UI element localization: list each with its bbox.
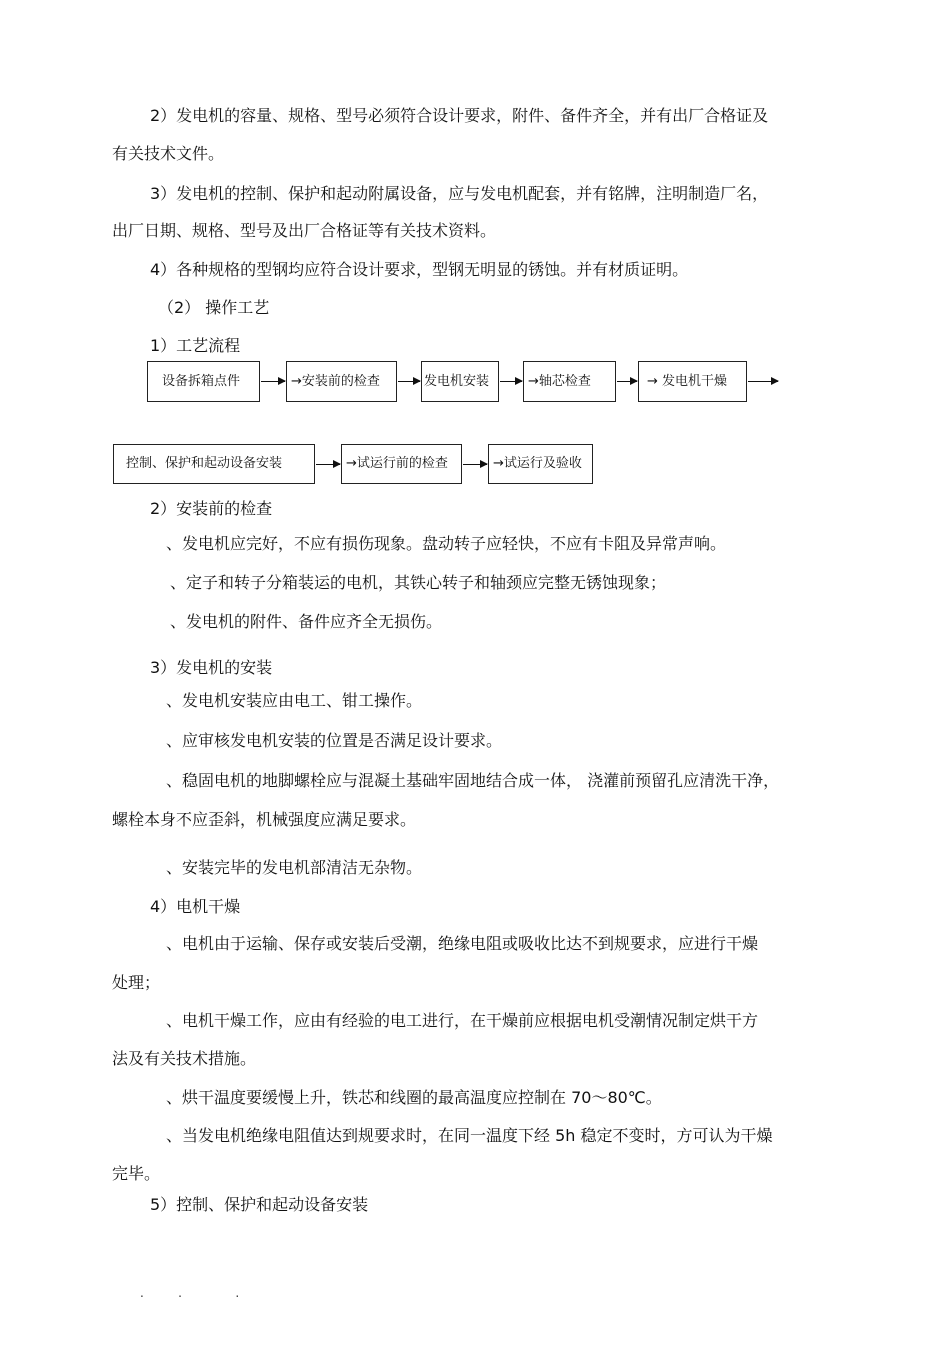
list-item: 、安装完毕的发电机部清洁无杂物。: [166, 858, 423, 877]
flow-arrow: [748, 381, 778, 382]
list-item: 、定子和转子分箱装运的电机，其铁心转子和轴颈应完整无锈蚀现象；: [170, 573, 667, 592]
flow-arrow: [261, 381, 285, 382]
list-item: 、稳固电机的地脚螺栓应与混凝土基础牢固地结合成一体， 浇灌前预留孔应清洗干净，: [166, 771, 780, 790]
section-heading: 4）电机干燥: [150, 897, 241, 916]
section-heading: 1）工艺流程: [150, 336, 241, 355]
flow-arrow: [398, 381, 420, 382]
flow-box-pre-install-check: →安装前的检查: [286, 361, 397, 402]
list-item: 、发电机的附件、备件应齐全无损伤。: [170, 612, 443, 631]
flow-box-generator-install: 发电机安装: [421, 361, 499, 402]
list-item: 处理；: [112, 973, 161, 992]
list-item: 、电机干燥工作，应由有经验的电工进行，在干燥前应根据电机受潮情况制定烘干方: [166, 1011, 759, 1030]
flow-box-trial-run-acceptance: →试运行及验收: [488, 444, 593, 484]
list-item: 、应审核发电机安装的位置是否满足设计要求。: [166, 731, 503, 750]
footer-dots: . . .: [140, 1286, 240, 1300]
list-item: 、发电机安装应由电工、钳工操作。: [166, 691, 423, 710]
flow-box-control-install: 控制、保护和起动设备安装: [113, 444, 315, 484]
paragraph-line: 有关技术文件。: [112, 144, 225, 163]
list-item: 、发电机应完好，不应有损伤现象。盘动转子应轻快，不应有卡阻及异常声响。: [166, 534, 727, 553]
paragraph-line: 出厂日期、规格、型号及出厂合格证等有关技术资料。: [112, 221, 497, 240]
flow-arrow: [316, 464, 340, 465]
paragraph-line: 3）发电机的控制、保护和起动附属设备，应与发电机配套，并有铭牌，注明制造厂名，: [150, 184, 769, 203]
flow-box-shaft-check: →轴芯检查: [523, 361, 616, 402]
paragraph-line: 4）各种规格的型钢均应符合设计要求，型钢无明显的锈蚀。并有材质证明。: [150, 260, 689, 279]
flow-box-generator-dry: → 发电机干燥: [638, 361, 747, 402]
list-item: 、当发电机绝缘电阻值达到规要求时，在同一温度下经 5h 稳定不变时，方可认为干燥: [166, 1126, 773, 1145]
section-heading: 3）发电机的安装: [150, 658, 273, 677]
list-item: 螺栓本身不应歪斜，机械强度应满足要求。: [112, 810, 417, 829]
section-heading: 5）控制、保护和起动设备安装: [150, 1195, 369, 1214]
section-heading: 2）安装前的检查: [150, 499, 273, 518]
flow-arrow: [500, 381, 522, 382]
list-item: 、电机由于运输、保存或安装后受潮，绝缘电阻或吸收比达不到规要求，应进行干燥: [166, 934, 759, 953]
section-heading: （2） 操作工艺: [158, 298, 270, 317]
flow-arrow: [617, 381, 637, 382]
list-item: 法及有关技术措施。: [112, 1049, 257, 1068]
flow-box-pre-run-check: →试运行前的检查: [341, 444, 462, 484]
paragraph-line: 2）发电机的容量、规格、型号必须符合设计要求，附件、备件齐全，并有出厂合格证及: [150, 106, 769, 125]
list-item: 、烘干温度要缓慢上升，铁芯和线圈的最高温度应控制在 70～80℃。: [166, 1088, 662, 1107]
list-item: 完毕。: [112, 1164, 161, 1183]
flow-arrow: [463, 464, 487, 465]
flow-box-unpack: 设备拆箱点件: [147, 361, 260, 402]
